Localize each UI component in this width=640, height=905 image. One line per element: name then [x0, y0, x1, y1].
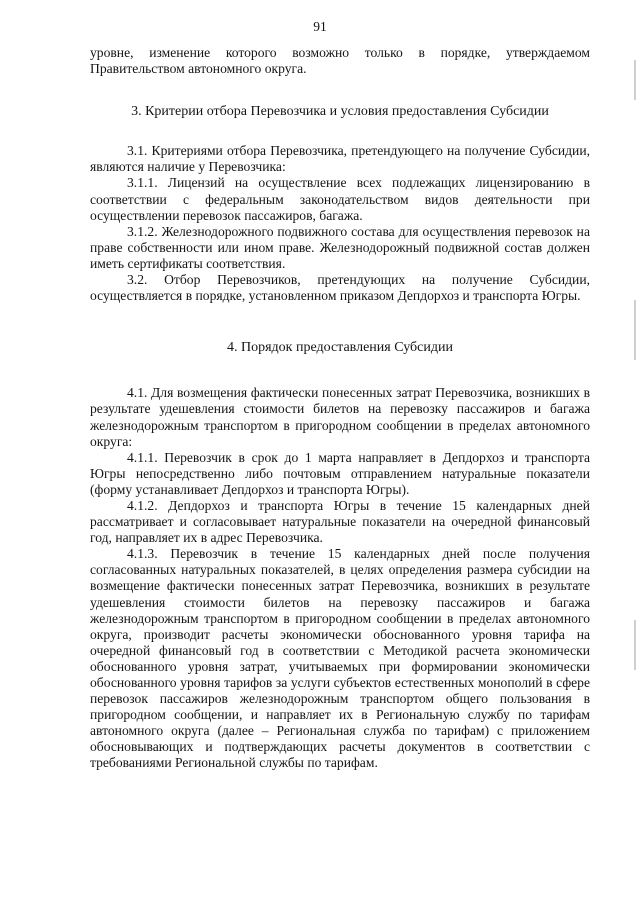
document-body — [90, 45, 590, 772]
scan-edge-mark — [634, 300, 636, 360]
paragraph-3-1-1: 3.1.1. Лицензий на осуществление всех подлежащих лицензированию в соответствии с федеральным законодательством видов деятельности при осуществлении перевозок пассажиров, багажа. — [90, 175, 590, 223]
paragraph-4-1-2: 4.1.2. Депдорхоз и транспорта Югры в течение 15 календарных дней рассматривает и согласовывает натуральные показатели на очередной финансовый год, направляет их в адрес Перевозчика. — [90, 497, 590, 546]
scan-edge-mark — [634, 60, 636, 100]
paragraph-4-1-3: 4.1.3. Перевозчик в течение 15 календарных дней после получения согласованных натуральных показателей, в целях определения размера субсидии на возмещение фактически понесенных затрат Перевозчика, возникших в результате удешевления стоимости билетов на перевозку пассажиров и багажа железнодорожным транспортом в пригородном сообщении в пределах автономного округа, производит расчеты экономически обоснованного уровня тарифа на очередной финансовый год в соответствии с Методикой расчета экономически обоснованного уровня затрат, учитываемых при формировании экономически обоснованного уровня тарифов за услуги субъектов естественных монополий в сфере перевозок пассажиров железнодорожным транспортом общего пользования в пригородном сообщении, и направляет их в Региональную службу по тарифам автономного округа (далее – Региональная служба по тарифам) с приложением обосновывающих и подтверждающих расчеты документов в соответствии с требованиями Региональной службы по тарифам. — [90, 546, 590, 771]
paragraph-3-1-2: 3.1.2. Железнодорожного подвижного состава для осуществления перевозок на праве собственности или ином праве. Железнодорожный подвижной состав должен иметь сертификаты соответствия. — [90, 223, 590, 271]
paragraph-3-1: 3.1. Критериями отбора Перевозчика, претендующего на получение Субсидии, являются наличие у Перевозчика: — [90, 143, 590, 175]
paragraph-4-1: 4.1. Для возмещения фактически понесенных затрат Перевозчика, возникших в результате удешевления стоимости билетов на перевозку пассажиров и багажа железнодорожным транспортом в пригородном сообщении в пределах автономного округа: — [90, 385, 590, 449]
paragraph-4-1-1: 4.1.1. Перевозчик в срок до 1 марта направляет в Депдорхоз и транспорта Югры непосредственно либо почтовым отправлением натуральные показатели (форму устанавливает Депдорхоз и транспорта Югры). — [90, 449, 590, 497]
section-3-heading: 3. Критерии отбора Перевозчика и условия предоставления Субсидии — [131, 104, 549, 120]
scan-edge-mark — [634, 620, 636, 670]
paragraph-3-2: 3.2. Отбор Перевозчиков, претендующих на получение Субсидии, осуществляется в порядке, установленном приказом Депдорхоз и транспорта Югры. — [90, 272, 590, 304]
page-number: 91 — [313, 19, 327, 34]
paragraph-continuation: уровне, изменение которого возможно только в порядке, утверждаемом Правительством автономного округа. — [90, 45, 590, 77]
section-4-heading: 4. Порядок предоставления Субсидии — [227, 340, 453, 356]
